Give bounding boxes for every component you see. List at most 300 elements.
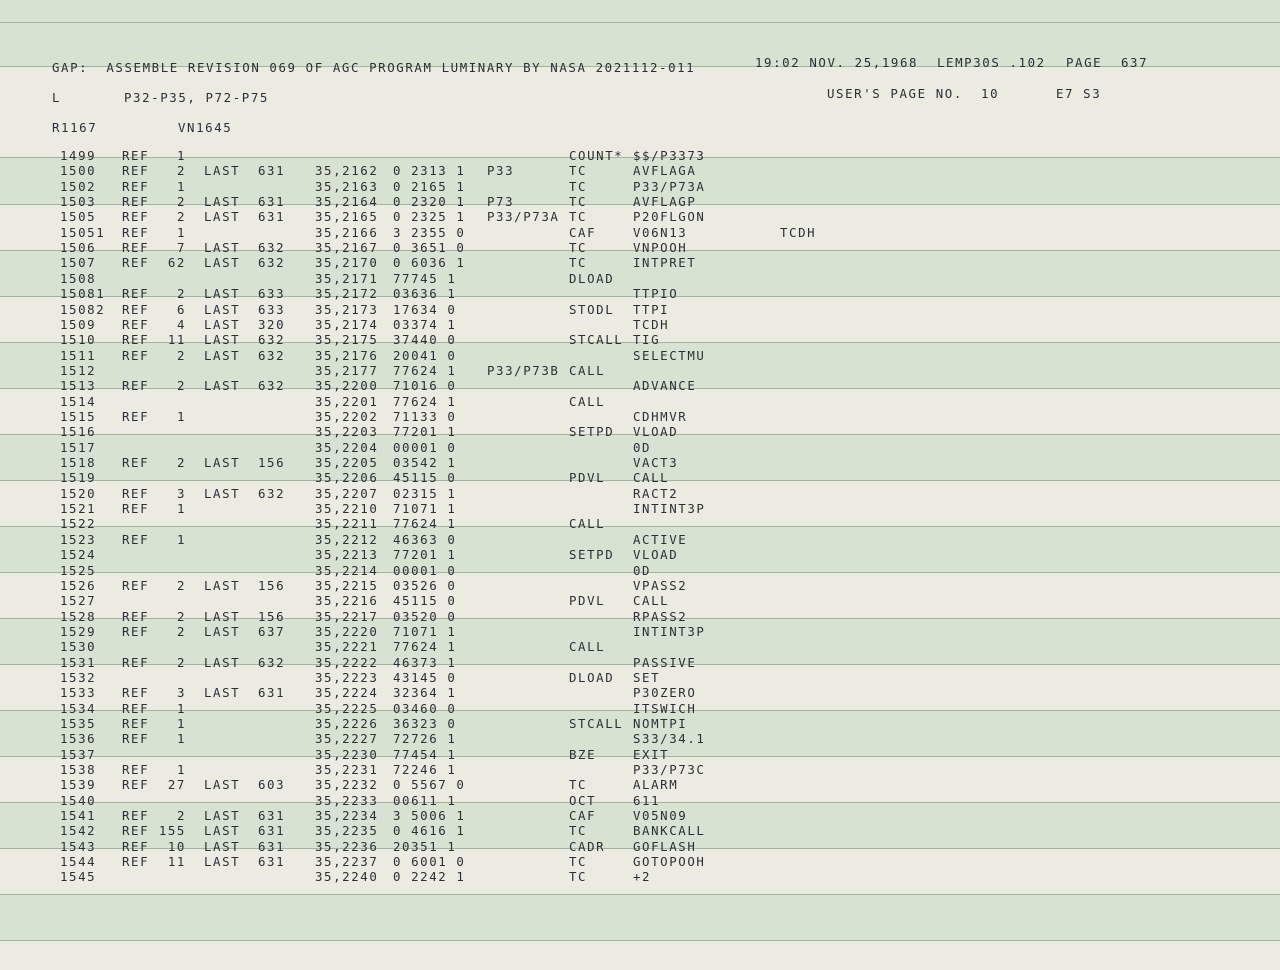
ref-flag: REF [122, 623, 150, 639]
ref-count: 1 [176, 700, 186, 716]
operand: VLOAD [633, 547, 679, 563]
operand: INTINT3P [633, 623, 706, 639]
opcode: TC [569, 255, 588, 271]
last-page: 632 [258, 347, 286, 363]
address: 35,2205 [315, 455, 379, 470]
octal-word: 71133 0 [393, 408, 457, 424]
line-number: 1517 [60, 439, 97, 455]
last-flag: LAST [204, 777, 241, 793]
address: 35,2232 [315, 777, 379, 793]
octal-word: 77201 1 [393, 547, 457, 563]
ref-count: 27 [167, 777, 186, 793]
line-number: 1520 [60, 485, 97, 501]
ref-flag: REF [122, 240, 150, 256]
octal-word: 17634 0 [393, 301, 457, 317]
line-number: 1511 [60, 347, 97, 363]
last-flag: LAST [204, 209, 241, 225]
address: 35,2201 [315, 393, 379, 409]
opcode: DLOAD [569, 669, 615, 685]
revision-ref-right: VN1645 [178, 120, 233, 135]
ref-count: 6 [176, 301, 186, 317]
address: 35,2230 [315, 746, 379, 762]
last-flag: LAST [204, 378, 241, 394]
opcode: STCALL [569, 715, 624, 731]
last-page: 632 [258, 485, 286, 501]
octal-word: 0 2242 1 [393, 869, 466, 885]
address: 35,2240 [315, 869, 379, 885]
last-page: 320 [258, 316, 286, 332]
octal-word: 0 2313 1 [393, 163, 466, 179]
opcode: CALL [569, 516, 606, 532]
opcode: TC [569, 777, 588, 793]
ref-flag: REF [122, 332, 150, 348]
line-number: 1509 [60, 316, 97, 332]
octal-word: 0 5567 0 [393, 777, 466, 793]
address: 35,2207 [315, 485, 379, 501]
address: 35,2236 [315, 838, 379, 854]
page-number: 637 [1121, 55, 1149, 70]
operand: $$/P3373 [633, 148, 706, 163]
octal-word: 0 2320 1 [393, 194, 466, 210]
opcode: TC [569, 854, 588, 870]
line-number: 1500 [60, 163, 97, 179]
ref-count: 2 [176, 623, 186, 639]
octal-word: 32364 1 [393, 685, 457, 701]
opcode: SETPD [569, 424, 615, 440]
line-number: 1513 [60, 378, 97, 394]
address: 35,2223 [315, 669, 379, 685]
line-number: 1503 [60, 194, 97, 210]
octal-word: 77745 1 [393, 270, 457, 286]
ref-flag: REF [122, 408, 150, 424]
operand: VACT3 [633, 455, 679, 470]
ref-count: 155 [158, 823, 186, 839]
ref-flag: REF [122, 286, 150, 302]
address: 35,2174 [315, 316, 379, 332]
ref-count: 1 [176, 501, 186, 517]
last-page: 156 [258, 608, 286, 624]
last-flag: LAST [204, 316, 241, 332]
octal-word: 45115 0 [393, 593, 457, 609]
opcode: CALL [569, 639, 606, 655]
opcode: TC [569, 194, 588, 210]
octal-word: 03520 0 [393, 608, 457, 624]
address: 35,2203 [315, 424, 379, 440]
opcode: TC [569, 163, 588, 179]
last-flag: LAST [204, 347, 241, 363]
last-flag: LAST [204, 654, 241, 670]
ref-count: 1 [176, 762, 186, 777]
octal-word: 46363 0 [393, 531, 457, 547]
operand: ALARM [633, 777, 679, 793]
ref-flag: REF [122, 378, 150, 394]
ref-flag: REF [122, 838, 150, 854]
ref-flag: REF [122, 715, 150, 731]
l-marker: L [52, 90, 62, 105]
address: 35,2234 [315, 808, 379, 823]
operand: RPASS2 [633, 608, 688, 624]
ref-flag: REF [122, 255, 150, 271]
address: 35,2213 [315, 547, 379, 563]
job-id: LEMP30S .102 [937, 55, 1046, 70]
last-page: 631 [258, 685, 286, 701]
last-flag: LAST [204, 163, 241, 179]
ref-flag: REF [122, 731, 150, 747]
octal-word: 46373 1 [393, 654, 457, 670]
ref-count: 11 [167, 854, 186, 870]
ref-count: 62 [167, 255, 186, 271]
line-number: 1519 [60, 470, 97, 486]
address: 35,2172 [315, 286, 379, 302]
line-number: 1518 [60, 455, 97, 470]
line-number: 1524 [60, 547, 97, 563]
ref-count: 2 [176, 608, 186, 624]
last-flag: LAST [204, 608, 241, 624]
opcode: COUNT* [569, 148, 624, 163]
ref-count: 1 [176, 224, 186, 240]
address: 35,2176 [315, 347, 379, 363]
octal-word: 20041 0 [393, 347, 457, 363]
last-flag: LAST [204, 194, 241, 210]
ref-flag: REF [122, 608, 150, 624]
opcode: CAF [569, 224, 597, 240]
opcode: TC [569, 209, 588, 225]
ref-flag: REF [122, 209, 150, 225]
line-number: 1502 [60, 178, 97, 194]
operand: INTINT3P [633, 501, 706, 517]
octal-word: 45115 0 [393, 470, 457, 486]
address: 35,2165 [315, 209, 379, 225]
opcode: TC [569, 178, 588, 194]
operand: 0D [633, 439, 652, 455]
address: 35,2226 [315, 715, 379, 731]
octal-word: 0 2325 1 [393, 209, 466, 225]
octal-word: 72246 1 [393, 762, 457, 777]
last-page: 631 [258, 163, 286, 179]
octal-word: 77454 1 [393, 746, 457, 762]
operand: TTPI [633, 301, 670, 317]
last-flag: LAST [204, 332, 241, 348]
address: 35,2166 [315, 224, 379, 240]
line-number: 1499 [60, 148, 97, 163]
operand: P33/P73C [633, 762, 706, 777]
ref-flag: REF [122, 531, 150, 547]
line-number: 1507 [60, 255, 97, 271]
line-number: 1515 [60, 408, 97, 424]
ref-flag: REF [122, 654, 150, 670]
section-range: P32-P35, P72-P75 [124, 90, 269, 105]
address: 35,2171 [315, 270, 379, 286]
last-page: 631 [258, 209, 286, 225]
ref-flag: REF [122, 823, 150, 839]
ref-count: 2 [176, 378, 186, 394]
opcode: DLOAD [569, 270, 615, 286]
address: 35,2225 [315, 700, 379, 716]
opcode: CADR [569, 838, 606, 854]
opcode: PDVL [569, 593, 606, 609]
line-number: 1536 [60, 731, 97, 747]
operand: EXIT [633, 746, 670, 762]
operand: AVFLAGP [633, 194, 697, 210]
opcode: CALL [569, 393, 606, 409]
octal-word: 77624 1 [393, 393, 457, 409]
line-number: 1512 [60, 362, 97, 378]
ref-flag: REF [122, 224, 150, 240]
operand: BANKCALL [633, 823, 706, 839]
ref-count: 2 [176, 577, 186, 593]
ref-count: 2 [176, 209, 186, 225]
line-number: 1544 [60, 854, 97, 870]
octal-word: 3 5006 1 [393, 808, 466, 823]
line-number: 1529 [60, 623, 97, 639]
opcode: SETPD [569, 547, 615, 563]
ref-flag: REF [122, 808, 150, 823]
last-flag: LAST [204, 455, 241, 470]
operand: PASSIVE [633, 654, 697, 670]
operand: CALL [633, 470, 670, 486]
line-number: 1533 [60, 685, 97, 701]
octal-word: 36323 0 [393, 715, 457, 731]
octal-word: 20351 1 [393, 838, 457, 854]
line-number: 1527 [60, 593, 97, 609]
operand: +2 [633, 869, 652, 885]
ref-count: 10 [167, 838, 186, 854]
operand: P30ZERO [633, 685, 697, 701]
address: 35,2204 [315, 439, 379, 455]
ref-flag: REF [122, 777, 150, 793]
last-flag: LAST [204, 577, 241, 593]
operand: TIG [633, 332, 661, 348]
last-page: 156 [258, 455, 286, 470]
address: 35,2216 [315, 593, 379, 609]
last-page: 632 [258, 332, 286, 348]
last-flag: LAST [204, 240, 241, 256]
address: 35,2235 [315, 823, 379, 839]
operand: V06N13 [633, 224, 688, 240]
address: 35,2211 [315, 516, 379, 532]
address: 35,2162 [315, 163, 379, 179]
line-number: 1516 [60, 424, 97, 440]
ref-count: 1 [176, 148, 186, 163]
last-flag: LAST [204, 485, 241, 501]
address: 35,2167 [315, 240, 379, 256]
operand: VPASS2 [633, 577, 688, 593]
address: 35,2215 [315, 577, 379, 593]
ref-count: 2 [176, 286, 186, 302]
address: 35,2202 [315, 408, 379, 424]
last-page: 632 [258, 255, 286, 271]
operand: S33/34.1 [633, 731, 706, 747]
ref-count: 1 [176, 715, 186, 731]
opcode: BZE [569, 746, 597, 762]
opcode: STCALL [569, 332, 624, 348]
location-label: P73 [487, 194, 515, 210]
octal-word: 00001 0 [393, 562, 457, 578]
line-number: 15051 [60, 224, 106, 240]
location-label: P33/P73A [487, 209, 560, 225]
octal-word: 0 3651 0 [393, 240, 466, 256]
last-flag: LAST [204, 838, 241, 854]
ref-flag: REF [122, 485, 150, 501]
revision-ref-left: R1167 [52, 120, 98, 135]
ref-count: 11 [167, 332, 186, 348]
line-number: 1525 [60, 562, 97, 578]
address: 35,2173 [315, 301, 379, 317]
address: 35,2212 [315, 531, 379, 547]
operand: TCDH [633, 316, 670, 332]
ref-count: 7 [176, 240, 186, 256]
line-number: 1543 [60, 838, 97, 854]
line-number: 1534 [60, 700, 97, 716]
line-number: 1514 [60, 393, 97, 409]
operand: CDHMVR [633, 408, 688, 424]
octal-word: 77624 1 [393, 362, 457, 378]
ref-count: 1 [176, 531, 186, 547]
address: 35,2170 [315, 255, 379, 271]
octal-word: 0 4616 1 [393, 823, 466, 839]
ref-flag: REF [122, 148, 150, 163]
last-page: 631 [258, 808, 286, 823]
octal-word: 0 6001 0 [393, 854, 466, 870]
line-number: 1542 [60, 823, 97, 839]
ref-flag: REF [122, 163, 150, 179]
octal-word: 77624 1 [393, 639, 457, 655]
octal-word: 71071 1 [393, 623, 457, 639]
line-number: 1530 [60, 639, 97, 655]
address: 35,2175 [315, 332, 379, 348]
octal-word: 77201 1 [393, 424, 457, 440]
last-page: 156 [258, 577, 286, 593]
operand: SELECTMU [633, 347, 706, 363]
comment: TCDH [780, 224, 817, 240]
opcode: TC [569, 823, 588, 839]
address: 35,2200 [315, 378, 379, 394]
last-flag: LAST [204, 685, 241, 701]
octal-word: 00611 1 [393, 792, 457, 808]
operand: P20FLGON [633, 209, 706, 225]
line-number: 15082 [60, 301, 106, 317]
line-number: 1545 [60, 869, 97, 885]
ref-flag: REF [122, 316, 150, 332]
ref-count: 1 [176, 408, 186, 424]
ref-flag: REF [122, 347, 150, 363]
ref-count: 1 [176, 731, 186, 747]
last-flag: LAST [204, 286, 241, 302]
octal-word: 03636 1 [393, 286, 457, 302]
ref-count: 2 [176, 194, 186, 210]
line-number: 1528 [60, 608, 97, 624]
opcode: CALL [569, 362, 606, 378]
address: 35,2227 [315, 731, 379, 747]
octal-word: 71071 1 [393, 501, 457, 517]
operand: AVFLAGA [633, 163, 697, 179]
last-flag: LAST [204, 301, 241, 317]
last-page: 633 [258, 286, 286, 302]
line-number: 1537 [60, 746, 97, 762]
address: 35,2163 [315, 178, 379, 194]
line-number: 1510 [60, 332, 97, 348]
ref-count: 2 [176, 654, 186, 670]
operand: GOFLASH [633, 838, 697, 854]
ref-flag: REF [122, 700, 150, 716]
operand: ACTIVE [633, 531, 688, 547]
ref-count: 2 [176, 808, 186, 823]
operand: SET [633, 669, 661, 685]
last-flag: LAST [204, 823, 241, 839]
opcode: PDVL [569, 470, 606, 486]
address: 35,2231 [315, 762, 379, 777]
operand: ADVANCE [633, 378, 697, 394]
address: 35,2222 [315, 654, 379, 670]
line-number: 1523 [60, 531, 97, 547]
line-number: 1526 [60, 577, 97, 593]
last-page: 631 [258, 838, 286, 854]
line-number: 1521 [60, 501, 97, 517]
opcode: TC [569, 869, 588, 885]
address: 35,2206 [315, 470, 379, 486]
ref-flag: REF [122, 301, 150, 317]
last-page: 633 [258, 301, 286, 317]
operand: RACT2 [633, 485, 679, 501]
last-flag: LAST [204, 255, 241, 271]
ref-count: 2 [176, 163, 186, 179]
address: 35,2210 [315, 501, 379, 517]
page-label: PAGE [1066, 55, 1103, 70]
octal-word: 3 2355 0 [393, 224, 466, 240]
assembly-title: GAP: ASSEMBLE REVISION 069 OF AGC PROGRAM LUMINARY BY NASA 2021112-011 [52, 60, 696, 75]
last-page: 632 [258, 240, 286, 256]
octal-word: 02315 1 [393, 485, 457, 501]
ref-flag: REF [122, 194, 150, 210]
ref-flag: REF [122, 854, 150, 870]
address: 35,2220 [315, 623, 379, 639]
ref-flag: REF [122, 455, 150, 470]
address: 35,2237 [315, 854, 379, 870]
octal-word: 37440 0 [393, 332, 457, 348]
address: 35,2217 [315, 608, 379, 624]
ref-count: 4 [176, 316, 186, 332]
location-label: P33/P73B [487, 362, 560, 378]
operand: INTPRET [633, 255, 697, 271]
address: 35,2177 [315, 362, 379, 378]
ref-flag: REF [122, 501, 150, 517]
line-number: 1532 [60, 669, 97, 685]
ref-count: 3 [176, 685, 186, 701]
last-page: 603 [258, 777, 286, 793]
operand: TTPIO [633, 286, 679, 302]
operand: P33/P73A [633, 178, 706, 194]
line-number: 1506 [60, 240, 97, 256]
last-page: 632 [258, 378, 286, 394]
line-number: 1539 [60, 777, 97, 793]
ref-flag: REF [122, 762, 150, 777]
last-page: 637 [258, 623, 286, 639]
line-number: 1540 [60, 792, 97, 808]
address: 35,2224 [315, 685, 379, 701]
last-page: 632 [258, 654, 286, 670]
ref-count: 3 [176, 485, 186, 501]
octal-word: 71016 0 [393, 378, 457, 394]
operand: 0D [633, 562, 652, 578]
address: 35,2214 [315, 562, 379, 578]
ref-flag: REF [122, 178, 150, 194]
octal-word: 03460 0 [393, 700, 457, 716]
ref-flag: REF [122, 577, 150, 593]
operand: ITSWICH [633, 700, 697, 716]
last-page: 631 [258, 823, 286, 839]
line-number: 1522 [60, 516, 97, 532]
octal-word: 77624 1 [393, 516, 457, 532]
